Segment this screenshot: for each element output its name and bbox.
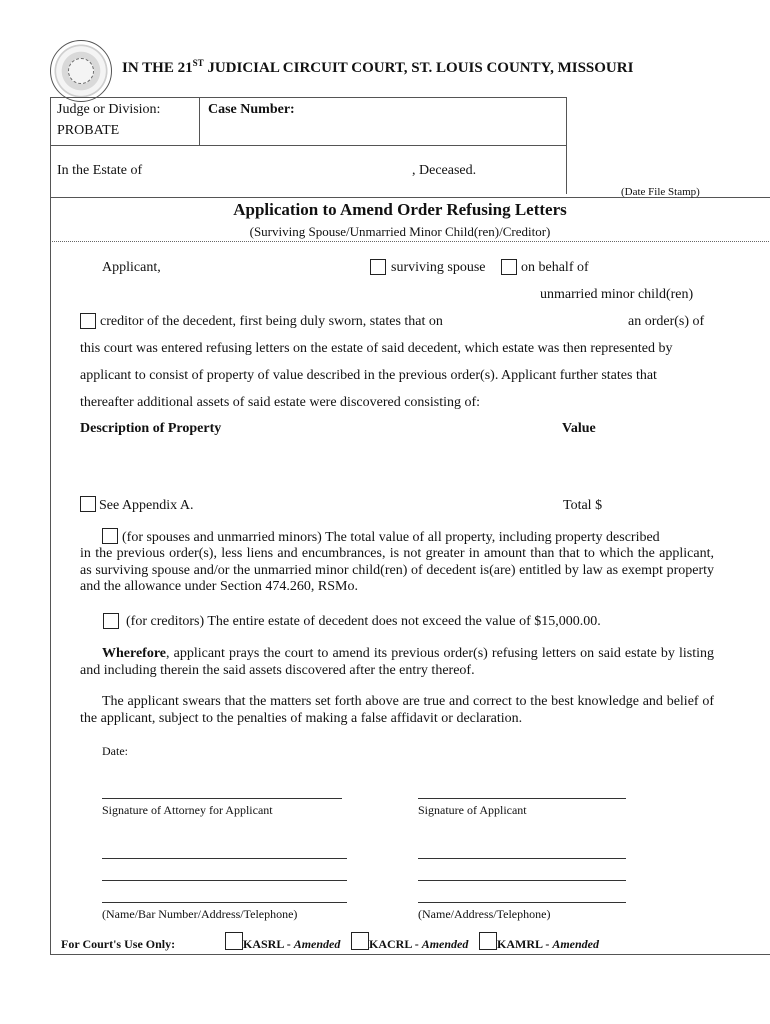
on-behalf-label: on behalf of [521, 260, 589, 275]
form-subtitle: (Surviving Spouse/Unmarried Minor Child(ren)/Creditor) [249, 224, 551, 239]
attorney-info-line-3[interactable] [102, 902, 347, 903]
unmarried-minor-label: unmarried minor child(ren) [540, 287, 694, 302]
case-box-top [50, 97, 567, 98]
main-box-top [50, 241, 770, 242]
appendix-checkbox[interactable] [80, 496, 96, 512]
kacrl-checkbox[interactable] [351, 932, 369, 950]
form-title: Application to Amend Order Refusing Letters [233, 200, 567, 219]
spouse-minor-checkbox[interactable] [102, 528, 118, 544]
creditor-checkbox[interactable] [80, 313, 96, 329]
statement-line-1: this court was entered refusing letters on the estate of said decedent, which estate was then represented by [80, 341, 673, 356]
attorney-signature-line[interactable] [102, 798, 342, 799]
date-label: Date: [102, 744, 128, 758]
applicant-info-line-2[interactable] [418, 880, 626, 881]
case-box-mid [50, 145, 567, 146]
main-box-bottom [50, 954, 770, 955]
creditor-text: creditor of the decedent, first being duly sworn, states that on [100, 314, 443, 329]
case-box-left [50, 97, 51, 245]
applicant-signature-line[interactable] [418, 798, 626, 799]
applicant-label: Applicant, [102, 260, 161, 275]
estate-label: In the Estate of [57, 163, 143, 178]
applicant-info-line-3[interactable] [418, 902, 626, 903]
see-appendix-label: See Appendix A. [99, 498, 194, 513]
case-box-right [566, 97, 567, 194]
spouse-para-rest: in the previous order(s), less liens and encumbrances, is not greater in amount than that to which the applicant, as surviving spouse and/or the unmarried minor child(ren) of decedent is(are) entitled by law as exempt property and the allowance under Section 474.260, RSMo. [80, 546, 714, 594]
spouse-para-first: (for spouses and unmarried minors) The total value of all property, including property described [122, 530, 660, 545]
applicant-signature-label: Signature of Applicant [418, 803, 527, 817]
creditor-para: (for creditors) The entire estate of decedent does not exceed the value of $15,000.00. [126, 614, 601, 629]
state-seal-icon [50, 40, 112, 102]
date-file-stamp: (Date File Stamp) [621, 186, 700, 198]
court-use-label: For Court's Use Only: [61, 937, 176, 951]
statement-line-3: thereafter additional assets of said estate were discovered consisting of: [80, 395, 481, 410]
kacrl-option: KACRL - Amended [369, 937, 469, 951]
case-box-divider [199, 97, 200, 145]
kasrl-checkbox[interactable] [225, 932, 243, 950]
creditor-value-checkbox[interactable] [103, 613, 119, 629]
total-label: Total $ [563, 498, 603, 513]
kasrl-option: KASRL - Amended [243, 937, 341, 951]
wherefore-para: Wherefore, applicant prays the court to amend its previous order(s) refusing letters on said estate by listing and including therein the said assets discovered after the entry thereof. [80, 646, 714, 678]
attorney-info-line-2[interactable] [102, 880, 347, 881]
attorney-info-line-1[interactable] [102, 858, 347, 859]
applicant-info-label: (Name/Address/Telephone) [418, 907, 551, 921]
judge-label: Judge or Division: [57, 102, 161, 117]
surviving-spouse-label: surviving spouse [391, 260, 486, 275]
description-header: Description of Property [80, 421, 222, 436]
attorney-signature-label: Signature of Attorney for Applicant [102, 803, 273, 817]
kamrl-option: KAMRL - Amended [497, 937, 600, 951]
statement-line-2: applicant to consist of property of value described in the previous order(s). Applicant further states that [80, 368, 657, 383]
surviving-spouse-checkbox[interactable] [370, 259, 386, 275]
order-text: an order(s) of [628, 314, 705, 329]
judge-value[interactable]: PROBATE [57, 123, 120, 138]
kamrl-checkbox[interactable] [479, 932, 497, 950]
value-header: Value [562, 421, 596, 436]
applicant-info-line-1[interactable] [418, 858, 626, 859]
attorney-info-label: (Name/Bar Number/Address/Telephone) [102, 907, 298, 921]
case-number-label: Case Number: [208, 102, 295, 117]
on-behalf-checkbox[interactable] [501, 259, 517, 275]
deceased-label: , Deceased. [412, 163, 477, 178]
court-title: IN THE 21ST JUDICIAL CIRCUIT COURT, ST. LOUIS COUNTY, MISSOURI [122, 58, 634, 76]
swear-para: The applicant swears that the matters set forth above are true and correct to the best knowledge and belief of the applicant, subject to the penalties of making a false affidavit or declaration. [80, 694, 714, 726]
main-box-left [50, 241, 51, 955]
